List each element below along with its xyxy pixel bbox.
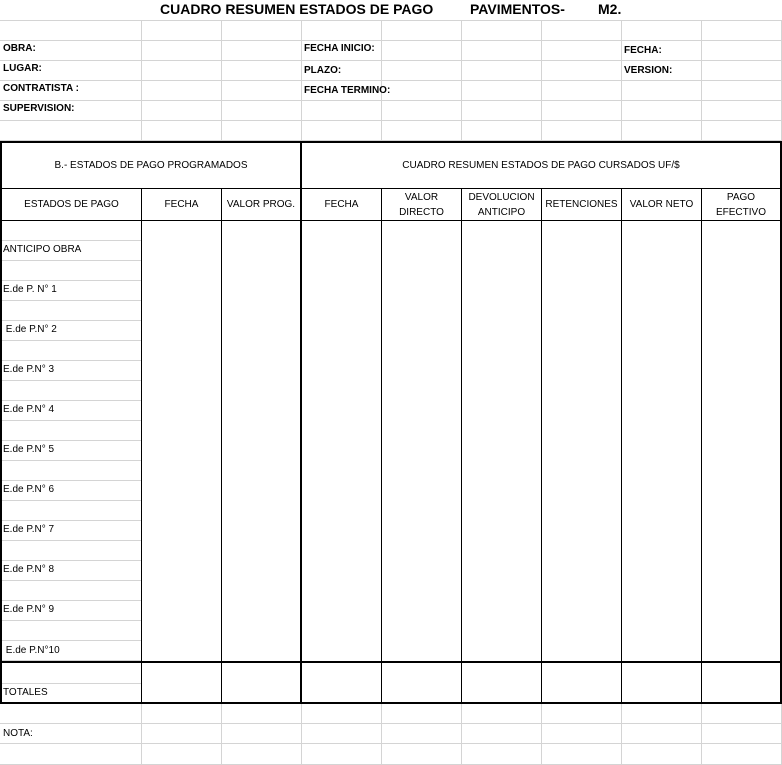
col-header-valor-directo-line1: VALOR: [404, 191, 439, 203]
col-header-devolucion-line1: DEVOLUCION: [468, 191, 535, 203]
label-fecha: FECHA:: [624, 45, 662, 56]
column-divider: [141, 188, 142, 704]
label-contratista: CONTRATISTA :: [3, 83, 79, 94]
page-title: CUADRO RESUMEN ESTADOS DE PAGO: [160, 1, 434, 17]
gridline: [0, 120, 782, 121]
label-supervision: SUPERVISION:: [3, 103, 75, 114]
column-divider: [461, 188, 462, 704]
gridline: [0, 743, 782, 744]
section-header-programados: B.- ESTADOS DE PAGO PROGRAMADOS: [54, 160, 248, 171]
row-label: E.de P.N° 8: [3, 564, 55, 575]
page-title-category: PAVIMENTOS-: [470, 1, 565, 17]
column-divider: [621, 188, 622, 704]
row-label: E.de P.N°10: [3, 645, 60, 656]
col-header-valor-neto: VALOR NETO: [629, 199, 694, 210]
col-header-pago-line2: EFECTIVO: [715, 206, 766, 218]
row-label: E.de P.N° 3: [3, 364, 55, 375]
column-divider: [381, 188, 382, 704]
col-header-valor-prog: VALOR PROG.: [226, 199, 296, 210]
row-label: E.de P. N° 1: [3, 284, 57, 295]
section-header-cursados: CUADRO RESUMEN ESTADOS DE PAGO CURSADOS UF/$: [402, 160, 680, 171]
gridline: [0, 60, 782, 61]
label-lugar: LUGAR:: [3, 63, 42, 74]
page-title-unit: M2.: [598, 1, 622, 17]
col-header-devolucion-line2: ANTICIPO: [477, 206, 526, 218]
column-header-divider: [0, 220, 782, 221]
totals-divider: [0, 661, 782, 663]
gridline: [0, 100, 782, 101]
label-version: VERSION:: [624, 65, 673, 76]
column-divider: [541, 188, 542, 704]
section-divider: [300, 141, 302, 704]
col-header-estados: ESTADOS DE PAGO: [24, 199, 119, 210]
col-header-fecha-cursado: FECHA: [324, 199, 359, 210]
row-label: E.de P.N° 5: [3, 444, 55, 455]
gridline: [0, 20, 782, 21]
row-label: ANTICIPO OBRA: [3, 244, 82, 255]
gridline: [0, 40, 782, 41]
col-header-pago-line1: PAGO: [726, 191, 756, 203]
row-label: E.de P.N° 7: [3, 524, 55, 535]
col-header-fecha-prog: FECHA: [164, 199, 199, 210]
col-header-valor-directo: [382, 189, 461, 220]
col-header-valor-directo-line2: DIRECTO: [399, 206, 444, 218]
column-divider: [701, 188, 702, 704]
nota-label: NOTA:: [3, 728, 33, 739]
label-fecha-termino: FECHA TERMINO:: [304, 85, 391, 96]
gridline: [0, 80, 782, 81]
row-label: E.de P.N° 6: [3, 484, 55, 495]
col-header-pago-efectivo: [702, 189, 780, 220]
col-header-devolucion: [462, 189, 541, 220]
column-divider: [221, 188, 222, 704]
label-fecha-inicio: FECHA INICIO:: [304, 43, 375, 54]
gridline: [0, 723, 782, 724]
label-obra: OBRA:: [3, 43, 36, 54]
row-label: E.de P.N° 4: [3, 404, 55, 415]
totals-label: TOTALES: [3, 687, 48, 698]
row-label: E.de P.N° 2: [3, 324, 57, 335]
label-plazo: PLAZO:: [304, 65, 342, 76]
col-header-retenciones: RETENCIONES: [545, 199, 618, 210]
payment-table: [0, 141, 782, 704]
row-label: E.de P.N° 9: [3, 604, 55, 615]
